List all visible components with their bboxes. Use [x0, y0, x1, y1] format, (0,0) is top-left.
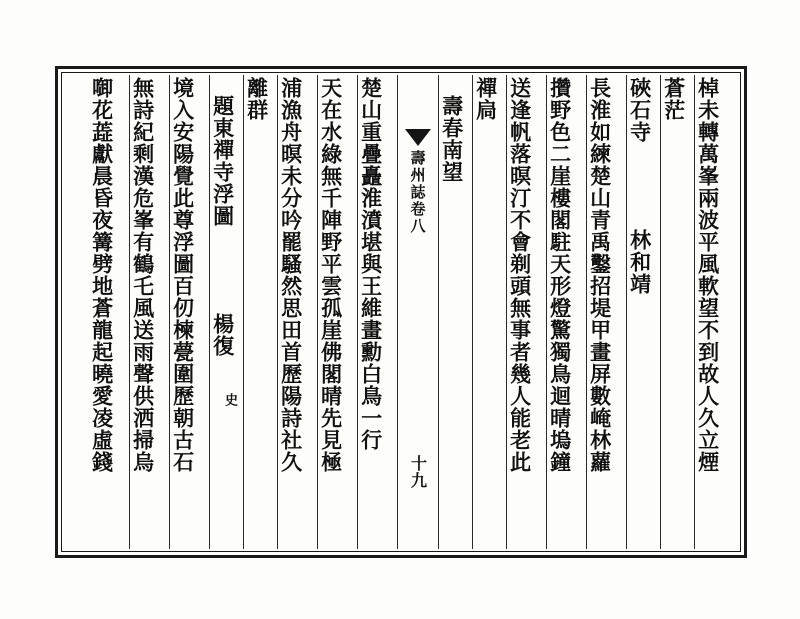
text-column-12	[243, 75, 277, 549]
page-frame	[55, 66, 747, 558]
text-column-3-title	[626, 75, 660, 549]
author-suffix: 史	[222, 393, 237, 407]
text-column-7	[472, 75, 506, 549]
column-text: 啣花蕋獻晨昏夜篝劈地蒼龍起曉愛凌虛錢	[89, 77, 115, 473]
text-column-1	[694, 75, 738, 549]
poem-title: 壽春南望	[439, 95, 465, 183]
text-column-10	[317, 75, 357, 549]
column-text: 無詩紀剩漢危峯有鶴乇風送雨聲供洒掃烏	[130, 77, 156, 473]
book-title: 壽州誌卷八	[408, 150, 427, 235]
poem-author: 楊復	[210, 313, 236, 357]
fish-tail-icon	[405, 129, 431, 146]
column-text: 天在水綠無千陣野平雲孤崖佛閣晴先見極	[318, 77, 344, 473]
text-column-5	[546, 75, 586, 549]
poem-author: 林和靖	[627, 229, 653, 295]
text-column-2	[660, 75, 694, 549]
column-text: 攢野色二崖樓閣駐天形燈驚獨鳥迴晴塢鐘	[547, 77, 573, 473]
text-column-8-title	[438, 75, 472, 549]
text-column-15	[129, 75, 169, 549]
text-column-4	[586, 75, 626, 549]
page-number: 十九	[408, 455, 428, 489]
text-column-11	[277, 75, 317, 549]
column-text: 境入安陽覺此尊浮圖百仞楝甍圍歷朝古石	[170, 77, 196, 473]
column-text: 離群	[244, 77, 270, 121]
column-text: 蒼茫	[661, 77, 687, 121]
poem-title: 題東禪寺浮圖	[210, 95, 236, 227]
column-text: 楚山重疊矗淮濆堪與王維畫勳白鳥一行	[358, 77, 384, 451]
text-column-14	[169, 75, 209, 549]
text-column-13-title	[209, 75, 243, 549]
text-columns	[64, 75, 738, 549]
text-column-6	[506, 75, 546, 549]
center-fold-block	[397, 75, 438, 549]
poem-title: 硤石寺	[627, 77, 653, 143]
column-text: 長淮如練楚山青禹鑿招堤甲畫屏數崦林蘿	[587, 77, 613, 473]
column-text: 浦漁舟暝未分吟罷騷然思田首歷陽詩社久	[278, 77, 304, 473]
column-text: 棹未轉萬峯兩波平風軟望不到故人久立煙	[695, 77, 721, 473]
column-text: 禪扃	[473, 77, 499, 121]
text-column-16	[89, 75, 129, 549]
column-text: 送逢帆落暝汀不會剃頭無事者幾人能老此	[507, 77, 533, 473]
text-column-9	[357, 75, 397, 549]
